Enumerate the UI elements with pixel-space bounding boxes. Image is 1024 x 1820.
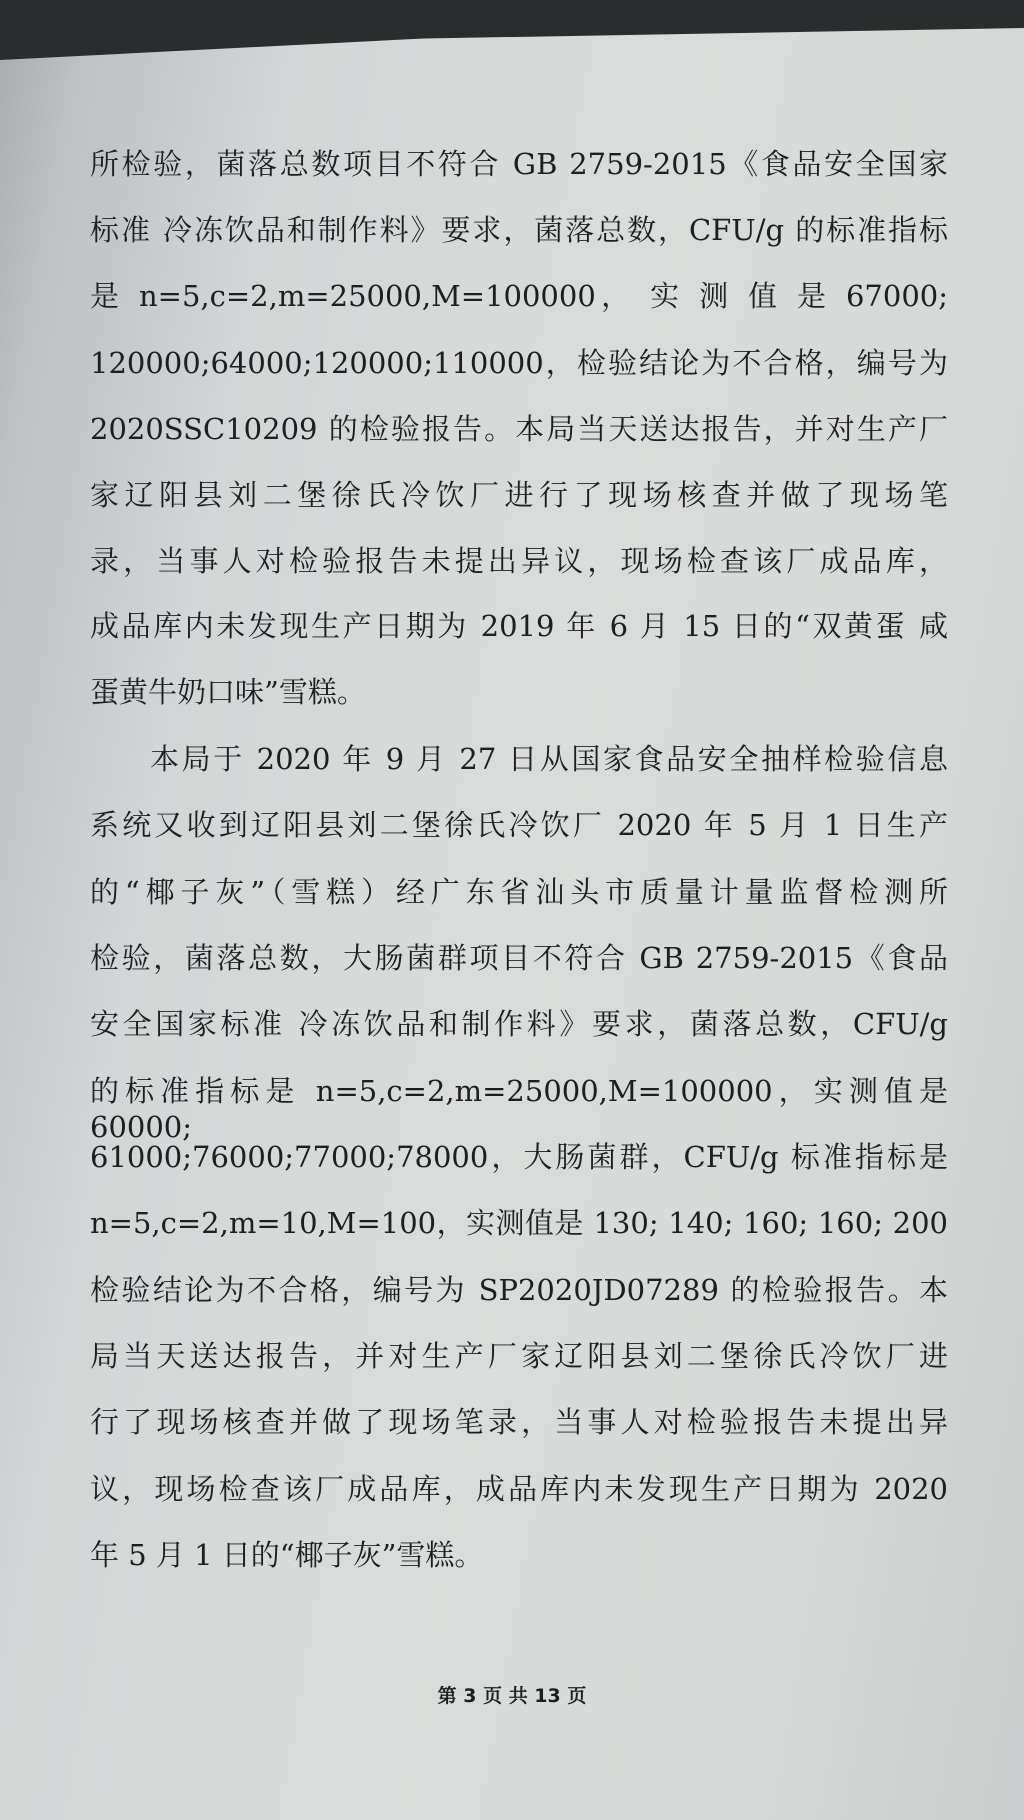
text-line: 议，现场检查该厂成品库，成品库内未发现生产日期为 2020 <box>90 1472 948 1506</box>
text-line: 所检验，菌落总数项目不符合 GB 2759-2015《食品安全国家 <box>90 147 948 181</box>
paragraph-first-line: 本局于 2020 年 9 月 27 日从国家食品安全抽样检验信息 <box>150 742 948 776</box>
text-line: 安全国家标准 冷冻饮品和制作料》要求，菌落总数，CFU/g <box>90 1007 948 1041</box>
text-line: 的“椰子灰”（雪糕）经广东省汕头市质量计量监督检测所 <box>90 875 948 909</box>
text-line: 是 n=5,c=2,m=25000,M=100000， 实 测 值 是 67000; <box>90 279 948 313</box>
text-line: 年 5 月 1 日的“椰子灰”雪糕。 <box>90 1538 484 1572</box>
text-line: 系统又收到辽阳县刘二堡徐氏冷饮厂 2020 年 5 月 1 日生产 <box>90 808 948 842</box>
page-number: 第 3 页 共 13 页 <box>437 1685 587 1707</box>
text-line: 行了现场核查并做了现场笔录，当事人对检验报告未提出异 <box>90 1405 948 1439</box>
text-line: 120000;64000;120000;110000，检验结论为不合格，编号为 <box>90 346 948 380</box>
text-line: 成品库内未发现生产日期为 2019 年 6 月 15 日的“双黄蛋 咸 <box>90 609 948 643</box>
text-line: 的标准指标是 n=5,c=2,m=25000,M=100000，实测值是 60000; <box>90 1074 948 1144</box>
text-line: 录，当事人对检验报告未提出异议，现场检查该厂成品库， <box>90 544 948 578</box>
text-line: 蛋黄牛奶口味”雪糕。 <box>90 675 366 709</box>
text-line: 检验，菌落总数，大肠菌群项目不符合 GB 2759-2015《食品 <box>90 941 948 975</box>
text-line: n=5,c=2,m=10,M=100，实测值是 130; 140; 160; 160; 200 <box>90 1206 948 1240</box>
text-line: 2020SSC10209 的检验报告。本局当天送达报告，并对生产厂 <box>90 412 948 446</box>
text-line: 家辽阳县刘二堡徐氏冷饮厂进行了现场核查并做了现场笔 <box>90 478 948 512</box>
text-line: 标准 冷冻饮品和制作料》要求，菌落总数，CFU/g 的标准指标 <box>90 213 948 247</box>
text-line: 检验结论为不合格，编号为 SP2020JD07289 的检验报告。本 <box>90 1273 948 1307</box>
text-line: 61000;76000;77000;78000，大肠菌群，CFU/g 标准指标是 <box>90 1140 948 1174</box>
text-line: 局当天送达报告，并对生产厂家辽阳县刘二堡徐氏冷饮厂进 <box>90 1339 948 1373</box>
